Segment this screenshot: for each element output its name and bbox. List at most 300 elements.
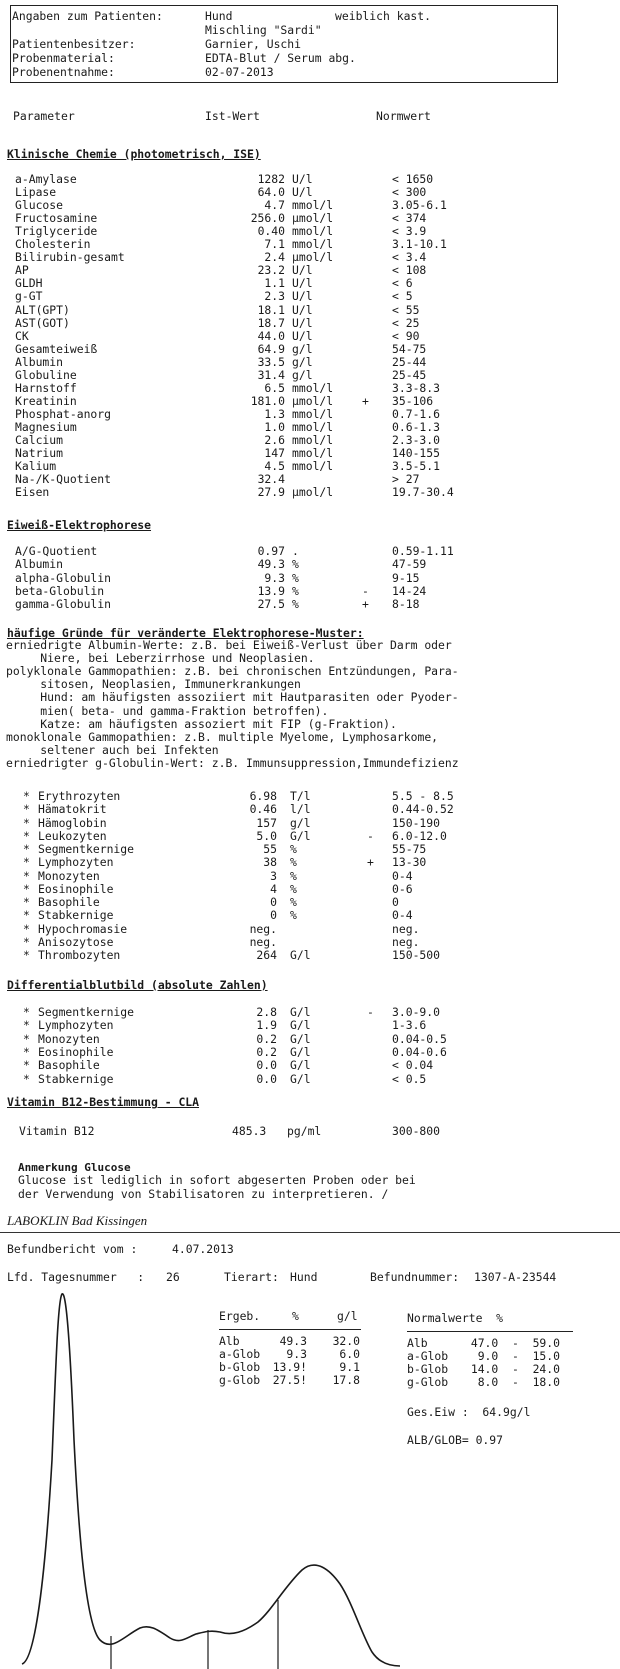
table-row: [0, 856, 620, 870]
param-value: 6.5: [264, 381, 285, 395]
reason-line: Hund: am häufigsten assoziiert mit Hautparasiten oder Pyoder-: [6, 690, 459, 704]
param-unit: %: [290, 855, 297, 869]
table-row: [0, 949, 620, 963]
day-number: 26: [166, 1270, 180, 1284]
param-unit: %: [290, 882, 297, 896]
param-ref: 25-44: [392, 355, 427, 369]
param-unit: mmol/l: [292, 459, 334, 473]
section-electrophoresis-reasons: häufige Gründe für veränderte Elektrophorese-Muster:: [7, 626, 364, 640]
remark-title: Anmerkung Glucose: [18, 1161, 131, 1174]
param-unit: %: [290, 895, 297, 909]
param-value: 49.3: [257, 557, 285, 571]
param-name: Bilirubin-gesamt: [15, 250, 125, 264]
param-unit: T/l: [290, 789, 311, 803]
result-name: b-Glob: [219, 1360, 261, 1374]
table-row: [0, 598, 620, 612]
param-name: Stabkernige: [38, 908, 114, 922]
param-value: 0.0: [256, 1072, 277, 1086]
row-star: *: [23, 1005, 30, 1019]
param-name: Anisozytose: [38, 935, 114, 949]
param-unit: mmol/l: [292, 198, 334, 212]
param-ref: 14-24: [392, 584, 427, 598]
patient-value: Garnier, Uschi: [205, 37, 302, 51]
param-ref: < 1650: [392, 172, 434, 186]
param-name: gamma-Globulin: [15, 597, 112, 611]
param-ref: > 27: [392, 472, 420, 486]
reason-line: polyklonale Gammopathien: z.B. bei chronischen Entzündungen, Para-: [6, 664, 459, 678]
param-unit: U/l: [292, 329, 313, 343]
table-row: [0, 290, 620, 304]
param-unit: l/l: [290, 802, 311, 816]
param-value: 2.4: [264, 250, 285, 264]
table-row: [0, 909, 620, 923]
column-header-value: Ist-Wert: [205, 109, 260, 123]
param-unit: U/l: [292, 276, 313, 290]
result-name: g-Glob: [219, 1373, 261, 1387]
param-value: 0.2: [256, 1045, 277, 1059]
report-date-label: Befundbericht vom :: [7, 1242, 138, 1256]
param-value: 64.0: [257, 185, 285, 199]
param-value: 5.0: [256, 829, 277, 843]
param-value: 1282: [257, 172, 285, 186]
norm-name: Alb: [407, 1336, 428, 1350]
param-ref: 0.44-0.52: [392, 802, 454, 816]
row-star: *: [23, 789, 30, 803]
patient-row: [12, 24, 552, 38]
param-value: 2.6: [264, 433, 285, 447]
row-star: *: [23, 802, 30, 816]
param-ref: 3.1-10.1: [392, 237, 447, 251]
param-ref: 47-59: [392, 557, 427, 571]
row-star: *: [23, 1072, 30, 1086]
param-value: 2.8: [256, 1005, 277, 1019]
vitamin-value: 485.3: [232, 1124, 267, 1138]
param-ref: 3.0-9.0: [392, 1005, 441, 1019]
param-value: 264: [256, 948, 277, 962]
row-star: *: [23, 1032, 30, 1046]
param-ref: 1-3.6: [392, 1018, 427, 1032]
reason-line: erniedrigte Albumin-Werte: z.B. bei Eiweiß-Verlust über Darm oder: [6, 638, 452, 652]
footer-divider: [0, 1232, 620, 1233]
patient-value: Mischling "Sardi": [205, 23, 322, 37]
param-ref: 0-4: [392, 869, 413, 883]
row-star: *: [23, 922, 30, 936]
reason-line: seltener auch bei Infekten: [6, 743, 219, 757]
reason-line: erniedrigter g-Globulin-Wert: z.B. Immunsuppression,Immundefizienz: [6, 756, 459, 770]
section-electrophoresis: Eiweiß-Elektrophorese: [7, 518, 152, 532]
param-ref: 0-6: [392, 882, 413, 896]
param-value: neg.: [249, 922, 277, 936]
reason-line: mien( beta- und gamma-Fraktion betroffen).: [6, 704, 329, 718]
param-name: AST(GOT): [15, 316, 70, 330]
table-row: [0, 1059, 620, 1073]
param-ref: 3.5-5.1: [392, 459, 441, 473]
param-value: 0.40: [257, 224, 285, 238]
param-unit: %: [290, 869, 297, 883]
param-name: Kalium: [15, 459, 57, 473]
param-unit: U/l: [292, 289, 313, 303]
param-ref: < 374: [392, 211, 427, 225]
param-unit: µmol/l: [292, 485, 334, 499]
param-value: 0.2: [256, 1032, 277, 1046]
param-name: Basophile: [38, 1058, 100, 1072]
param-name: CK: [15, 329, 29, 343]
result-pct: 13.9!: [272, 1360, 307, 1374]
param-name: Lymphozyten: [38, 855, 114, 869]
reason-line: sitosen, Neoplasien, Immunerkrankungen: [6, 677, 301, 691]
param-unit: G/l: [290, 1018, 311, 1032]
param-name: Leukozyten: [38, 829, 107, 843]
param-ref: 25-45: [392, 368, 427, 382]
param-unit: mmol/l: [292, 237, 334, 251]
param-name: a-Amylase: [15, 172, 77, 186]
result-gl: 17.8: [332, 1373, 360, 1387]
result-gl: 32.0: [332, 1334, 360, 1348]
param-value: 1.9: [256, 1018, 277, 1032]
param-name: Cholesterin: [15, 237, 91, 251]
param-name: AP: [15, 263, 29, 277]
norm-head: Normalwerte %: [407, 1311, 504, 1325]
param-value: 1.0: [264, 420, 285, 434]
param-flag: -: [367, 829, 374, 843]
result-head-pct: %: [292, 1309, 299, 1323]
norm-range: 9.0 - 15.0: [477, 1349, 560, 1363]
param-value: 2.3: [264, 289, 285, 303]
param-unit: µmol/l: [292, 394, 334, 408]
section-differential: Differentialblutbild (absolute Zahlen): [7, 978, 268, 992]
norm-range: 8.0 - 18.0: [477, 1375, 560, 1389]
param-ref: 6.0-12.0: [392, 829, 447, 843]
param-name: Harnstoff: [15, 381, 77, 395]
animal-label: Tierart:: [224, 1270, 279, 1284]
remark-line-1: Glucose ist lediglich in sofort abgeserten Proben oder bei: [18, 1173, 416, 1187]
param-value: 27.9: [257, 485, 285, 499]
param-unit: G/l: [290, 829, 311, 843]
param-ref: 13-30: [392, 855, 427, 869]
param-unit: mmol/l: [292, 433, 334, 447]
param-unit: mmol/l: [292, 407, 334, 421]
param-ref: 0.04-0.5: [392, 1032, 447, 1046]
result-head-underline: [219, 1329, 361, 1330]
param-name: Albumin: [15, 355, 64, 369]
patient-label: Probenentnahme:: [12, 65, 115, 79]
param-value: 147: [264, 446, 285, 460]
finding-number-label: Befundnummer:: [370, 1270, 460, 1284]
param-unit: mmol/l: [292, 381, 334, 395]
param-value: 0.0: [256, 1058, 277, 1072]
column-header-parameter: Parameter: [13, 109, 75, 123]
param-name: Monozyten: [38, 1032, 100, 1046]
param-name: Segmentkernige: [38, 842, 135, 856]
param-unit: mmol/l: [292, 420, 334, 434]
param-unit: G/l: [290, 1032, 311, 1046]
param-unit: %: [292, 584, 299, 598]
alb-glob-ratio: ALB/GLOB= 0.97: [407, 1433, 504, 1447]
param-ref: 150-500: [392, 948, 441, 962]
param-value: 4: [270, 882, 277, 896]
param-name: Fructosamine: [15, 211, 98, 225]
param-ref: 0.7-1.6: [392, 407, 441, 421]
param-ref: 3.05-6.1: [392, 198, 447, 212]
table-row: [0, 545, 620, 559]
param-ref: 55-75: [392, 842, 427, 856]
param-name: Hämatokrit: [38, 802, 107, 816]
param-value: 64.9: [257, 342, 285, 356]
result-head-gl: g/l: [337, 1309, 358, 1323]
patient-label: Patientenbesitzer:: [12, 37, 136, 51]
param-value: 13.9: [257, 584, 285, 598]
param-ref: neg.: [392, 922, 420, 936]
param-ref: 8-18: [392, 597, 420, 611]
param-unit: mmol/l: [292, 446, 334, 460]
param-name: ALT(GPT): [15, 303, 70, 317]
param-name: GLDH: [15, 276, 43, 290]
vitamin-unit: pg/ml: [287, 1124, 322, 1138]
param-ref: 2.3-3.0: [392, 433, 441, 447]
param-value: 0.97: [257, 544, 285, 558]
result-gl: 6.0: [339, 1347, 360, 1361]
param-unit: .: [292, 544, 299, 558]
vitamin-ref: 300-800: [392, 1124, 441, 1138]
param-name: beta-Globulin: [15, 584, 105, 598]
param-unit: G/l: [290, 1058, 311, 1072]
param-name: Hämoglobin: [38, 816, 107, 830]
norm-name: b-Glob: [407, 1362, 449, 1376]
param-name: Basophile: [38, 895, 100, 909]
param-value: 27.5: [257, 597, 285, 611]
patient-row: [12, 66, 552, 80]
param-unit: %: [292, 597, 299, 611]
result-gl: 9.1: [339, 1360, 360, 1374]
reason-line: Niere, bei Leberzirrhose und Neoplasien.: [6, 651, 315, 665]
param-name: Calcium: [15, 433, 64, 447]
table-row: [0, 558, 620, 572]
total-protein: Ges.Eiw : 64.9g/l: [407, 1405, 531, 1419]
vitamin-b12-row: [0, 1125, 620, 1139]
param-ref: < 0.5: [392, 1072, 427, 1086]
param-ref: < 55: [392, 303, 420, 317]
param-unit: g/l: [290, 816, 311, 830]
section-clinical-chemistry: Klinische Chemie (photometrisch, ISE): [7, 147, 261, 161]
param-ref: 0.59-1.11: [392, 544, 454, 558]
param-value: 256.0: [250, 211, 285, 225]
param-value: 7.1: [264, 237, 285, 251]
param-value: 31.4: [257, 368, 285, 382]
patient-row: [12, 38, 552, 52]
norm-range: 47.0 - 59.0: [470, 1336, 560, 1350]
row-star: *: [23, 816, 30, 830]
row-star: *: [23, 829, 30, 843]
param-ref: 54-75: [392, 342, 427, 356]
report-date: 4.07.2013: [172, 1242, 234, 1256]
param-flag: -: [367, 1005, 374, 1019]
param-value: 1.1: [264, 276, 285, 290]
param-unit: g/l: [292, 342, 313, 356]
norm-name: a-Glob: [407, 1349, 449, 1363]
patient-row: [12, 52, 552, 66]
param-unit: %: [292, 557, 299, 571]
result-pct: 27.5!: [272, 1373, 307, 1387]
param-ref: 35-106: [392, 394, 434, 408]
row-star: *: [23, 842, 30, 856]
param-flag: +: [362, 394, 369, 408]
patient-row: [12, 10, 552, 24]
param-value: 18.1: [257, 303, 285, 317]
patient-label: Probenmaterial:: [12, 51, 115, 65]
param-value: 3: [270, 869, 277, 883]
param-unit: G/l: [290, 1045, 311, 1059]
result-pct: 9.3: [286, 1347, 307, 1361]
reason-line: Katze: am häufigsten assoziert mit FIP (g-Fraktion).: [6, 717, 397, 731]
param-ref: 0-4: [392, 908, 413, 922]
param-name: Erythrozyten: [38, 789, 121, 803]
table-row: [0, 486, 620, 500]
param-ref: 3.3-8.3: [392, 381, 441, 395]
param-ref: < 3.4: [392, 250, 427, 264]
norm-name: g-Glob: [407, 1375, 449, 1389]
param-name: Lymphozyten: [38, 1018, 114, 1032]
row-star: *: [23, 855, 30, 869]
row-star: *: [23, 908, 30, 922]
param-value: 44.0: [257, 329, 285, 343]
finding-number: 1307-A-23544: [474, 1270, 557, 1284]
param-unit: U/l: [292, 185, 313, 199]
column-header-norm: Normwert: [376, 109, 431, 123]
param-ref: < 90: [392, 329, 420, 343]
param-ref: 5.5 - 8.5: [392, 789, 454, 803]
result-pct: 49.3: [279, 1334, 307, 1348]
param-ref: 9-15: [392, 571, 420, 585]
param-unit: U/l: [292, 263, 313, 277]
param-name: Globuline: [15, 368, 77, 382]
row-star: *: [23, 895, 30, 909]
param-name: Albumin: [15, 557, 64, 571]
param-unit: µmol/l: [292, 211, 334, 225]
param-flag: +: [362, 597, 369, 611]
param-flag: +: [367, 855, 374, 869]
param-value: 4.7: [264, 198, 285, 212]
param-ref: 0.6-1.3: [392, 420, 441, 434]
param-unit: U/l: [292, 303, 313, 317]
result-head-ergeb: Ergeb.: [219, 1309, 261, 1323]
param-unit: %: [290, 908, 297, 922]
param-name: Stabkernige: [38, 1072, 114, 1086]
param-name: Magnesium: [15, 420, 77, 434]
param-name: Eosinophile: [38, 1045, 114, 1059]
table-row: [0, 1019, 620, 1033]
param-ref: < 300: [392, 185, 427, 199]
row-star: *: [23, 882, 30, 896]
param-value: 32.4: [257, 472, 285, 486]
param-ref: < 3.9: [392, 224, 427, 238]
animal: Hund: [290, 1270, 318, 1284]
norm-range: 14.0 - 24.0: [470, 1362, 560, 1376]
param-ref: < 6: [392, 276, 413, 290]
param-name: Na-/K-Quotient: [15, 472, 112, 486]
param-ref: < 5: [392, 289, 413, 303]
param-unit: U/l: [292, 316, 313, 330]
param-name: Segmentkernige: [38, 1005, 135, 1019]
param-value: 4.5: [264, 459, 285, 473]
param-name: Monozyten: [38, 869, 100, 883]
patient-extra: weiblich kast.: [335, 9, 432, 23]
table-row: [0, 1073, 620, 1087]
table-row: [0, 803, 620, 817]
lab-name: LABOKLIN Bad Kissingen: [7, 1213, 148, 1228]
param-name: Eisen: [15, 485, 50, 499]
param-unit: G/l: [290, 1072, 311, 1086]
param-ref: neg.: [392, 935, 420, 949]
param-value: 157: [256, 816, 277, 830]
param-name: Eosinophile: [38, 882, 114, 896]
param-ref: < 0.04: [392, 1058, 434, 1072]
param-value: 23.2: [257, 263, 285, 277]
param-name: A/G-Quotient: [15, 544, 98, 558]
param-flag: -: [362, 584, 369, 598]
param-ref: 0: [392, 895, 399, 909]
param-value: 6.98: [249, 789, 277, 803]
result-name: Alb: [219, 1334, 240, 1348]
section-vitamin-b12: Vitamin B12-Bestimmung - CLA: [7, 1095, 200, 1109]
param-value: 18.7: [257, 316, 285, 330]
param-name: Thrombozyten: [38, 948, 121, 962]
param-unit: µmol/l: [292, 250, 334, 264]
param-value: 9.3: [264, 571, 285, 585]
param-name: Natrium: [15, 446, 64, 460]
vitamin-name: Vitamin B12: [19, 1124, 95, 1138]
patient-label: Angaben zum Patienten:: [12, 9, 163, 23]
row-star: *: [23, 1058, 30, 1072]
param-unit: %: [290, 842, 297, 856]
param-unit: g/l: [292, 355, 313, 369]
param-name: g-GT: [15, 289, 43, 303]
patient-value: EDTA-Blut / Serum abg.: [205, 51, 356, 65]
param-name: Triglyceride: [15, 224, 98, 238]
param-value: 1.3: [264, 407, 285, 421]
param-name: Gesamteiweiß: [15, 342, 98, 356]
param-name: Glucose: [15, 198, 64, 212]
day-number-label: Lfd. Tagesnummer :: [7, 1270, 145, 1284]
param-unit: G/l: [290, 1005, 311, 1019]
param-value: 181.0: [250, 394, 285, 408]
param-unit: U/l: [292, 172, 313, 186]
param-value: 0.46: [249, 802, 277, 816]
param-name: alpha-Globulin: [15, 571, 112, 585]
param-name: Phosphat-anorg: [15, 407, 112, 421]
param-name: Kreatinin: [15, 394, 77, 408]
row-star: *: [23, 1045, 30, 1059]
patient-value: Hund: [205, 9, 233, 23]
result-name: a-Glob: [219, 1347, 261, 1361]
param-value: neg.: [249, 935, 277, 949]
param-ref: < 108: [392, 263, 427, 277]
row-star: *: [23, 948, 30, 962]
param-ref: 0.04-0.6: [392, 1045, 447, 1059]
reason-line: monoklonale Gammopathien: z.B. multiple Myelome, Lymphosarkome,: [6, 730, 439, 744]
param-unit: %: [292, 571, 299, 585]
patient-value: 02-07-2013: [205, 65, 274, 79]
param-ref: 150-190: [392, 816, 441, 830]
param-value: 0: [270, 895, 277, 909]
param-unit: mmol/l: [292, 224, 334, 238]
param-value: 33.5: [257, 355, 285, 369]
param-ref: 140-155: [392, 446, 441, 460]
row-star: *: [23, 869, 30, 883]
norm-head-underline: [407, 1331, 573, 1332]
row-star: *: [23, 1018, 30, 1032]
param-ref: 19.7-30.4: [392, 485, 454, 499]
param-name: Hypochromasie: [38, 922, 128, 936]
